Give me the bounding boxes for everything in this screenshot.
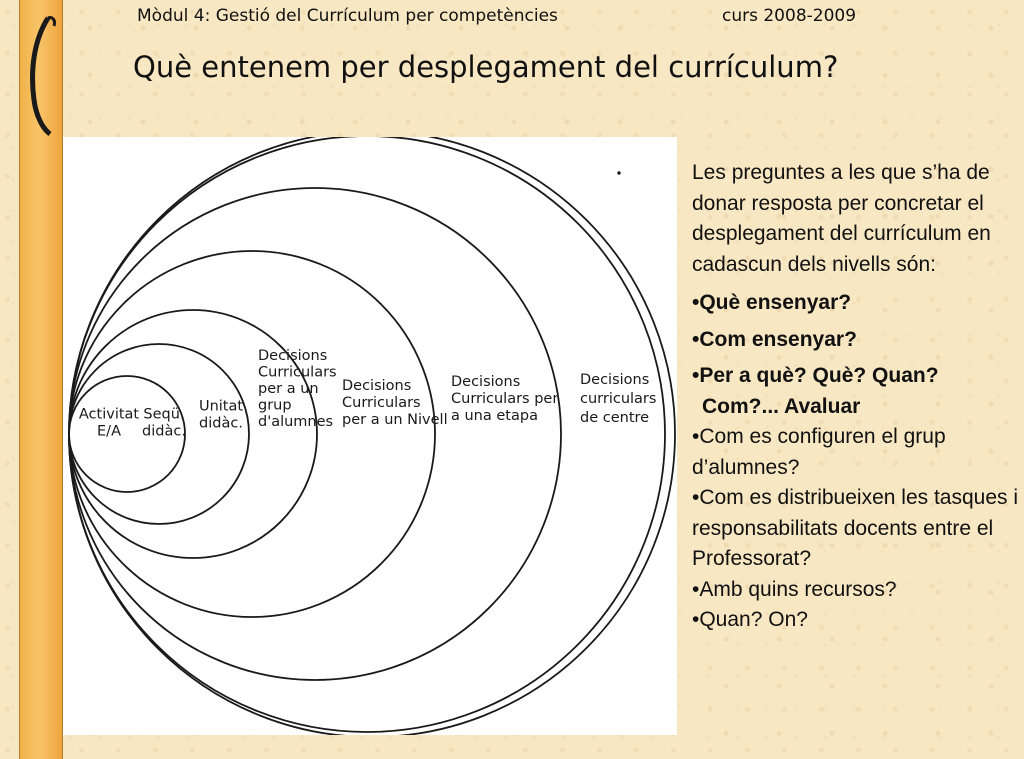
question-item: •Quan? On? (692, 608, 808, 631)
circle-label: Decisions Curriculars per a una etapa (451, 374, 559, 424)
question-item: •Amb quins recursos? (692, 577, 897, 601)
scroll-curl-icon (22, 10, 62, 140)
question-bold-item: Com?... Avaluar (702, 394, 861, 418)
questions-panel (692, 158, 1022, 636)
question-bold-item: •Per a què? Què? Quan? (692, 364, 939, 387)
questions-intro: Les preguntes a les que s’ha de donar resposta per concretar el desplegament del currículum en cadascun dels nivells són: (692, 161, 991, 276)
circle-label: Activitat E/A (78, 406, 140, 440)
question-item: •Com es configuren el grup d’alumnes? (692, 425, 946, 479)
nested-circles-svg (63, 137, 677, 735)
question-item: •Com es distribueixen les tasques i responsabilitats docents entre el Professorat? (692, 486, 1019, 570)
circle-label: Decisions Curriculars per a un Nivell (342, 378, 448, 428)
circle-label: Decisions Curriculars per a un grup d'alumnes (258, 348, 337, 430)
circle-label: Unitat didàc. (198, 398, 244, 432)
module-name: Mòdul 4: Gestió del Currículum per competències (137, 6, 558, 26)
course-year: curs 2008-2009 (722, 6, 857, 26)
stray-dot (618, 172, 620, 174)
circle-label: Seqü. didàc. (142, 406, 186, 440)
question-bold-item: •Com ensenyar? (692, 327, 857, 351)
nesting-circle (69, 251, 435, 617)
circle-label: Decisions curriculars de centre (580, 372, 657, 426)
nested-circles-diagram (63, 137, 677, 735)
question-bold-item: •Què ensenyar? (692, 291, 852, 314)
page-title: Què entenem per desplegament del currículum? (133, 50, 839, 84)
slide-header (0, 6, 1024, 28)
